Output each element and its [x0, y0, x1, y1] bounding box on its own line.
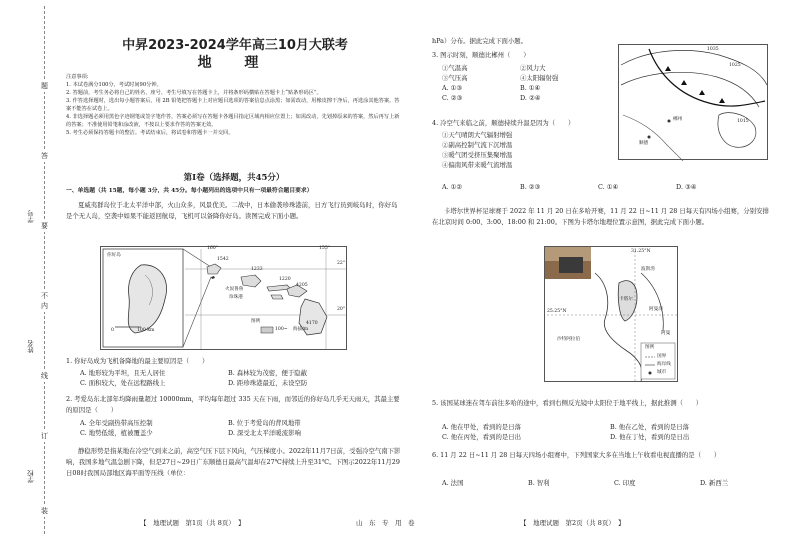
q5-options: [442, 422, 772, 442]
q3-items: [442, 63, 622, 103]
q4-option[interactable]: B. ②③: [520, 183, 541, 191]
scale-label: 100 km: [137, 328, 155, 333]
q1-option[interactable]: C. 面积较大，处在远程路线上: [80, 379, 166, 387]
q6-option[interactable]: D. 新西兰: [700, 479, 729, 487]
q3-option[interactable]: B. ①④: [520, 84, 541, 92]
binding-char: 订: [41, 432, 48, 440]
q4-items: [442, 130, 622, 170]
q2-options: [80, 418, 400, 438]
city-label: 珍珠港: [229, 295, 243, 300]
q5-option[interactable]: D. 他在丁处，看到的是日出: [610, 433, 690, 441]
country-label: 阿曼: [661, 331, 671, 336]
q6-option[interactable]: A. 法国: [442, 479, 464, 487]
note-item: 3. 作答选择题时，选出每小题答案后，用 2B 铅笔把答题卡上对应题目选项的答案信息点涂黑；如需改动，用橡皮擦干净后，再选涂其他答案。答案不能答在试卷上。: [66, 98, 400, 112]
note-item: 4. 非选择题必须用黑色字迹钢笔或签字笔作答，答案必须写在答题卡各题目指定区域内相应位置上；如需改动，先划掉原来的答案，然后再写上新的答案；不准使用铅笔和涂改液，不按以上要求作答的答案无效。: [66, 114, 400, 128]
legend-label: 海岸线: [657, 362, 671, 367]
binding-char: 要: [41, 222, 48, 230]
country-label: 沙特阿拉伯: [557, 337, 580, 342]
elevation-label: 1220: [279, 277, 291, 282]
q2-option[interactable]: D. 深受北太平洋暖流影响: [228, 429, 301, 437]
q4-item: ④偏南风带来暖气流增温: [442, 161, 513, 169]
q3-option[interactable]: A. ①③: [442, 84, 463, 92]
elevation-label: 4205: [296, 283, 308, 288]
q3-item: ③气压高: [442, 74, 468, 82]
q1-options: [80, 368, 400, 388]
q1-stem: 1. 你好岛成为飞机备降地的最主要原因是（ ）: [66, 357, 209, 365]
notes-heading: 注意事项:: [66, 74, 89, 80]
map-lat-label: 20°: [337, 307, 346, 312]
student-id-label: 学号: [27, 210, 35, 223]
notes-block: [66, 73, 402, 137]
section-title: 第Ⅰ卷（选择题，共45分）: [183, 173, 285, 183]
name-label: 姓名: [27, 340, 35, 353]
q4-options: [442, 182, 742, 192]
q6-option[interactable]: C. 印度: [614, 479, 636, 487]
elevation-label: 4170: [306, 321, 318, 326]
q2-option[interactable]: C. 地势低缓，植被覆盖少: [80, 429, 153, 437]
footer-right: 【 地理试题 第2页（共 8页） 】: [520, 519, 625, 527]
lat-label: 31.25°N: [631, 249, 651, 254]
q4-item: ②副高控制气流下沉增温: [442, 141, 513, 149]
q4-item: ①天气晴朗大气辐射增强: [442, 131, 513, 139]
hawaii-intro: 夏威夷群岛位于北太平洋中部，火山众多，风景优美。二战中，日本偷袭珍珠港前，日方飞行员到岐岛时，你好岛是个无人岛，空袭中如果不能返回航母，飞机可以备降你好岛。读图完成下面小题。: [66, 201, 398, 220]
q3-option[interactable]: D. ②④: [520, 94, 541, 102]
binding-strip: [0, 0, 56, 539]
q4-option[interactable]: A. ①②: [442, 183, 463, 191]
pressure-intro: 静稳形势是指某地在冷空气到来之前，高空气压下层下风向，气压梯度小。2022年11月7日前，受强冷空气南下影响，我国多地气温急剧下降，但是27日~29日广东顺德日最高气温却在27℃持续上升至31℃。下图示2022年11月29日08时我国局部地区海平面等压线（单位：: [66, 447, 401, 477]
lat-label: 25.25°N: [547, 309, 567, 314]
binding-char: 装: [41, 507, 48, 515]
exam-title: 中昇2023-2024学年高三10月大联考: [122, 38, 348, 53]
qatar-intro: 卡塔尔世界杯足球赛于 2022 年 11 月 20 日在多哈开赛，11 月 22 日~11 月 28 日每天有四场小组赛，分别安排在北京时间 0:00、3:00、18:00 和 21:00。下图为卡塔尔地理位置示意图，据此完成下面小题。: [432, 207, 769, 226]
pressure-intro-cont: hPa）分布。据此完成下面小题。: [432, 37, 528, 45]
legend-label: 海拔/m: [293, 327, 309, 332]
q5-option[interactable]: B. 他在乙处，看到的是日落: [610, 423, 690, 431]
q6-option[interactable]: B. 智利: [528, 479, 550, 487]
section-instruction: 一、单选题（共 15题，每小题 3分，共 45分。每小题列出的选项中只有一项最符合题目要求）: [66, 188, 313, 194]
footer-middle: 山 东 专 用 卷: [356, 519, 415, 527]
sea-label: 波斯湾: [641, 267, 655, 272]
isobar-label: 1035: [707, 47, 719, 52]
binding-char: 答: [41, 152, 48, 160]
binding-char: 不: [41, 292, 48, 300]
city-label: 火奴鲁鲁: [225, 287, 244, 292]
footer-left: 【 地理试题 第1页（共 8页） 】: [140, 519, 245, 527]
q3-item: ②风力大: [520, 64, 546, 72]
isobar-label: 1025: [729, 63, 741, 68]
q1-option[interactable]: D. 距珍珠港最近，未设空防: [228, 379, 308, 387]
q4-item: ③暖气团受挤压集聚增温: [442, 151, 513, 159]
legend-label: 图例: [645, 345, 655, 350]
q1-option[interactable]: B. 森林较为茂密，便于隐蔽: [228, 369, 308, 377]
q4-option[interactable]: C. ①④: [598, 183, 619, 191]
q6-options: [442, 478, 772, 488]
legend-label: 图例: [251, 319, 261, 324]
hawaii-map: [100, 246, 347, 350]
legend-label: 城市: [657, 370, 667, 375]
qatar-map: [544, 246, 678, 382]
isobar-label: 1015: [737, 119, 749, 124]
city-label: 顺德: [639, 141, 649, 146]
legend-label: 100~: [275, 327, 288, 332]
q5-option[interactable]: A. 他在甲处，看到的是日落: [442, 423, 521, 431]
map-lon-label: 155°: [319, 246, 331, 251]
q3-item: ①气温高: [442, 64, 468, 72]
q4-option[interactable]: D. ③④: [676, 183, 697, 191]
map-lat-label: 22°: [337, 261, 346, 266]
q1-option[interactable]: A. 地形较为平坦，且无人居住: [80, 369, 166, 377]
q3-stem: 3. 图示时刻，顺德比郴州（ ）: [432, 51, 530, 59]
pressure-map: [618, 44, 768, 160]
city-label: 郴州: [673, 117, 683, 122]
binding-char: 题: [41, 82, 48, 90]
q2-stem: 2. 考爱岛东北部年均降雨量超过 10000mm，平均每年超过 335 天在下雨，而邻近的你好岛几乎无天雨天，其最主要的原因是（ ）: [66, 395, 400, 414]
q6-stem: 6. 11 月 22 日~11 月 28 日每天四场小组赛中，下列国家大多在当地上午收看电视直播的是（ ）: [432, 451, 721, 459]
q4-stem: 4. 冷空气来临之前，顺德持续升温是因为（ ）: [432, 119, 575, 127]
elevation-label: 1233: [251, 267, 263, 272]
q3-option[interactable]: C. ②③: [442, 94, 463, 102]
inset-label: 你好岛: [107, 253, 121, 258]
note-item: 1. 本试卷满分100分，考试时间90分钟。: [66, 82, 162, 88]
q2-option[interactable]: B. 位于考爱岛的背风地带: [228, 419, 301, 427]
q2-option[interactable]: A. 全年受副热带高压控制: [80, 419, 153, 427]
q5-option[interactable]: C. 他在丙处，看到的是日出: [442, 433, 522, 441]
binding-char: 线: [41, 372, 48, 380]
elevation-label: 1542: [217, 257, 229, 262]
school-label: 学校: [27, 470, 35, 483]
scale-label: 0: [111, 328, 114, 333]
note-item: 5. 考生必须保持答题卡的整洁。考试结束后，将试卷和答题卡一并交回。: [66, 130, 234, 136]
sea-label: 阿曼湾: [649, 307, 663, 312]
q5-stem: 5. 该国某球迷在驾车前往多哈的途中，看到右侧反光镜中太阳位于地平线上，据此推测（ ）: [432, 399, 703, 407]
map-lon-label: 160°: [207, 246, 219, 251]
country-label: 卡塔尔: [619, 297, 633, 302]
subject-title: 地 理: [197, 55, 273, 71]
binding-char: 内: [41, 302, 48, 310]
q3-item: ④太阳辐射强: [520, 74, 559, 82]
legend-label: 国界: [657, 354, 667, 359]
note-item: 2. 答题前，考生务必将自己的姓名、座号、考生号填写在答题卡上，并将条形码横贴在答题卡上“贴条形码区”。: [66, 90, 322, 96]
